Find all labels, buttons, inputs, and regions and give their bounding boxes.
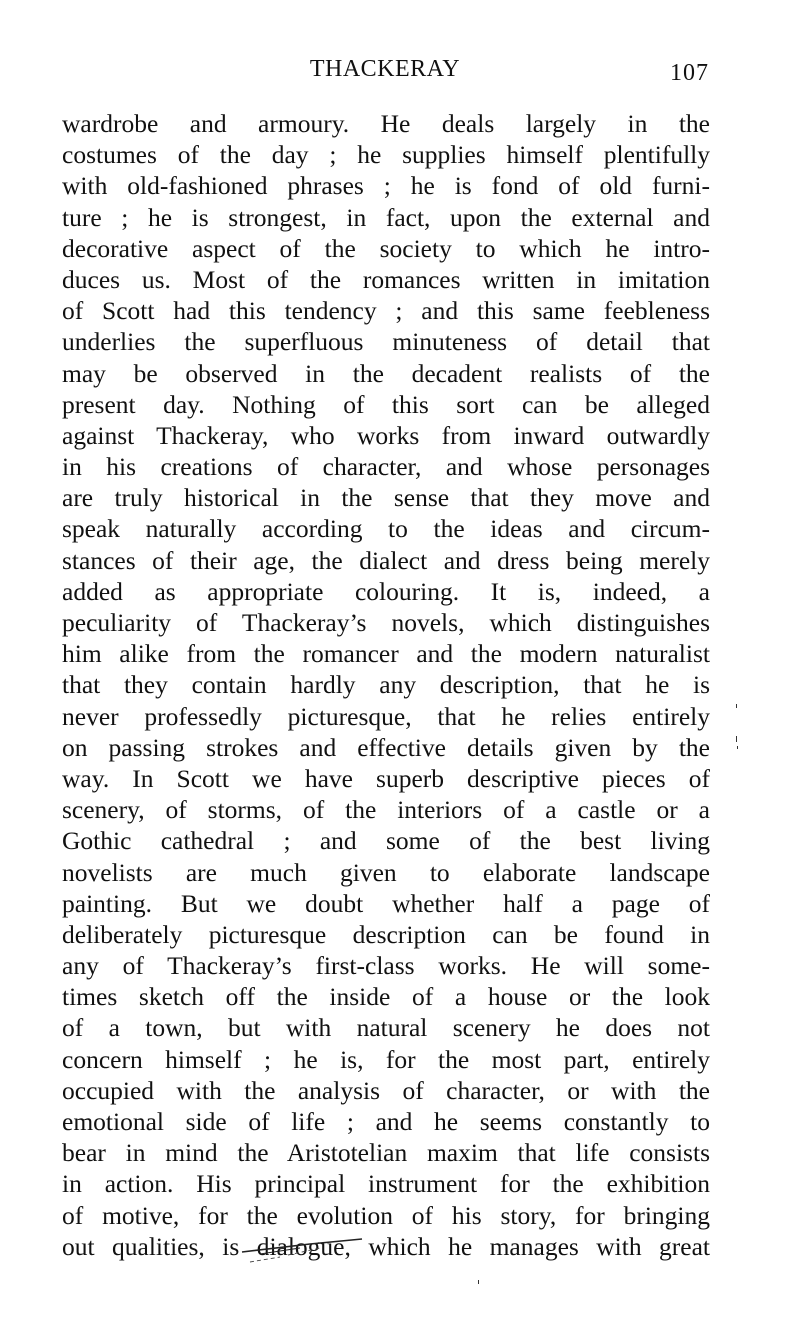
text-line: costumes of the day ; he supplies himself plentifully (62, 140, 710, 170)
text-line: peculiarity of Thackeray’s novels, which distinguishes (62, 608, 710, 637)
text-line: of motive, for the evolution of his story, for bringing (62, 1200, 710, 1230)
body-text (62, 108, 710, 1262)
scan-specks (734, 700, 740, 760)
text-line: against Thackeray, who works from inward outwardly (62, 420, 710, 450)
scan-speck (478, 1280, 479, 1284)
text-line: decorative aspect of the society to which he intro- (62, 233, 710, 263)
running-head-title: THACKERAY (309, 56, 461, 82)
text-line: with old-fashioned phrases ; he is fond of old furni- (62, 171, 710, 201)
text-line: any of Thackeray’s first-class works. He will some- (62, 951, 710, 981)
text-line: concern himself ; he is, for the most part, entirely (62, 1044, 710, 1074)
text-line: Gothic cathedral ; and some of the best living (62, 826, 710, 856)
text-line: ture ; he is strongest, in fact, upon the external and (62, 202, 710, 232)
text-line: on passing strokes and effective details given by the (62, 732, 710, 762)
pencil-scribble-mark (240, 1238, 370, 1268)
text-line: stances of their age, the dialect and dress being merely (62, 545, 710, 575)
text-line: him alike from the romancer and the modern naturalist (62, 639, 710, 669)
text-line: wardrobe and armoury. He deals largely in the (62, 109, 710, 138)
text-line: are truly historical in the sense that they move and (62, 483, 710, 513)
text-line: painting. But we doubt whether half a page of (62, 888, 710, 918)
text-line: present day. Nothing of this sort can be alleged (62, 389, 710, 419)
text-line: out qualities, is dialogue, which he manages with great (62, 1231, 710, 1261)
text-line: speak naturally according to the ideas and circum- (62, 514, 710, 544)
text-line: never professedly picturesque, that he relies entirely (62, 701, 710, 731)
text-line: added as appropriate colouring. It is, indeed, a (62, 576, 710, 606)
text-line: occupied with the analysis of character, or with the (62, 1075, 710, 1105)
running-head (0, 56, 800, 86)
text-line: novelists are much given to elaborate landscape (62, 857, 710, 887)
text-line: in his creations of character, and whose personages (62, 452, 710, 482)
text-line: that they contain hardly any description, that he is (62, 670, 710, 700)
text-line: underlies the superfluous minuteness of detail that (62, 327, 710, 357)
text-line: emotional side of life ; and he seems constantly to (62, 1107, 710, 1136)
text-line: in action. His principal instrument for the exhibition (62, 1169, 710, 1199)
text-line: of Scott had this tendency ; and this same feebleness (62, 296, 710, 326)
text-line: deliberately picturesque description can be found in (62, 919, 710, 949)
text-line: times sketch off the inside of a house or the look (62, 982, 710, 1012)
page-number: 107 (670, 60, 709, 86)
text-line: bear in mind the Aristotelian maxim that life consists (62, 1138, 710, 1168)
text-line: may be observed in the decadent realists of the (62, 358, 710, 388)
text-line: duces us. Most of the romances written in imitation (62, 264, 710, 294)
text-line: way. In Scott we have superb descriptive pieces of (62, 763, 710, 793)
text-line: of a town, but with natural scenery he does not (62, 1013, 710, 1043)
text-line: scenery, of storms, of the interiors of a castle or a (62, 795, 710, 825)
